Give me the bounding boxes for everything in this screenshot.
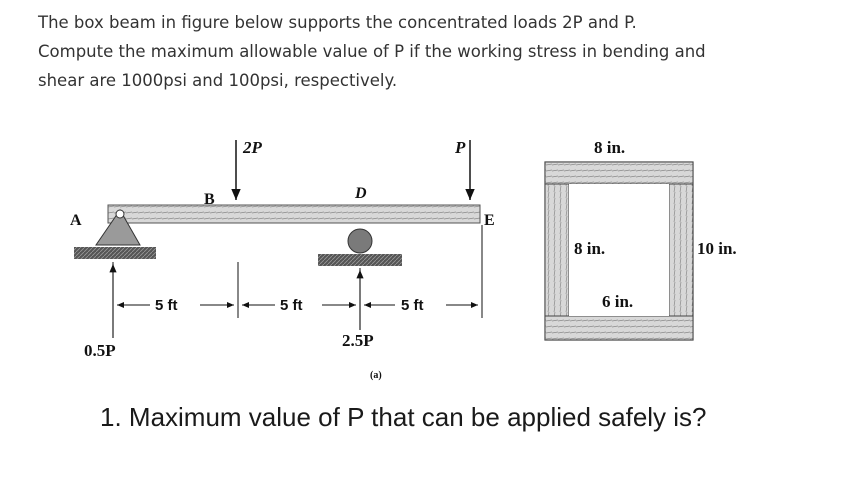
- box-section: [545, 162, 693, 340]
- beam: [108, 205, 480, 223]
- problem-line-3: shear are 1000psi and 100psi, respectively.: [38, 71, 398, 90]
- label-p: P: [455, 138, 466, 157]
- span-ab: 5 ft: [155, 297, 178, 314]
- section-inner-height-label: 8 in.: [574, 239, 606, 258]
- reaction-a-label: 0.5P: [84, 341, 116, 360]
- span-bd: 5 ft: [280, 297, 303, 314]
- section-inner-width-label: 6 in.: [602, 292, 634, 311]
- label-b: B: [204, 191, 215, 208]
- section-width-label: 8 in.: [594, 138, 626, 157]
- label-2p: 2P: [243, 138, 262, 157]
- label-d: D: [355, 185, 367, 202]
- problem-line-1: The box beam in figure below supports the concentrated loads 2P and P.: [38, 13, 637, 32]
- section-outer-height-label: 10 in.: [697, 239, 737, 258]
- reaction-d-label: 2.5P: [342, 331, 374, 350]
- span-de: 5 ft: [401, 297, 424, 314]
- label-e: E: [484, 212, 495, 229]
- problem-line-2: Compute the maximum allowable value of P if the working stress in bending and: [38, 42, 706, 61]
- label-a: A: [70, 212, 82, 229]
- support-d-roller: [318, 229, 402, 266]
- question-text: 1. Maximum value of P that can be applied safely is?: [100, 402, 707, 432]
- caption-fragment: (a): [370, 370, 382, 381]
